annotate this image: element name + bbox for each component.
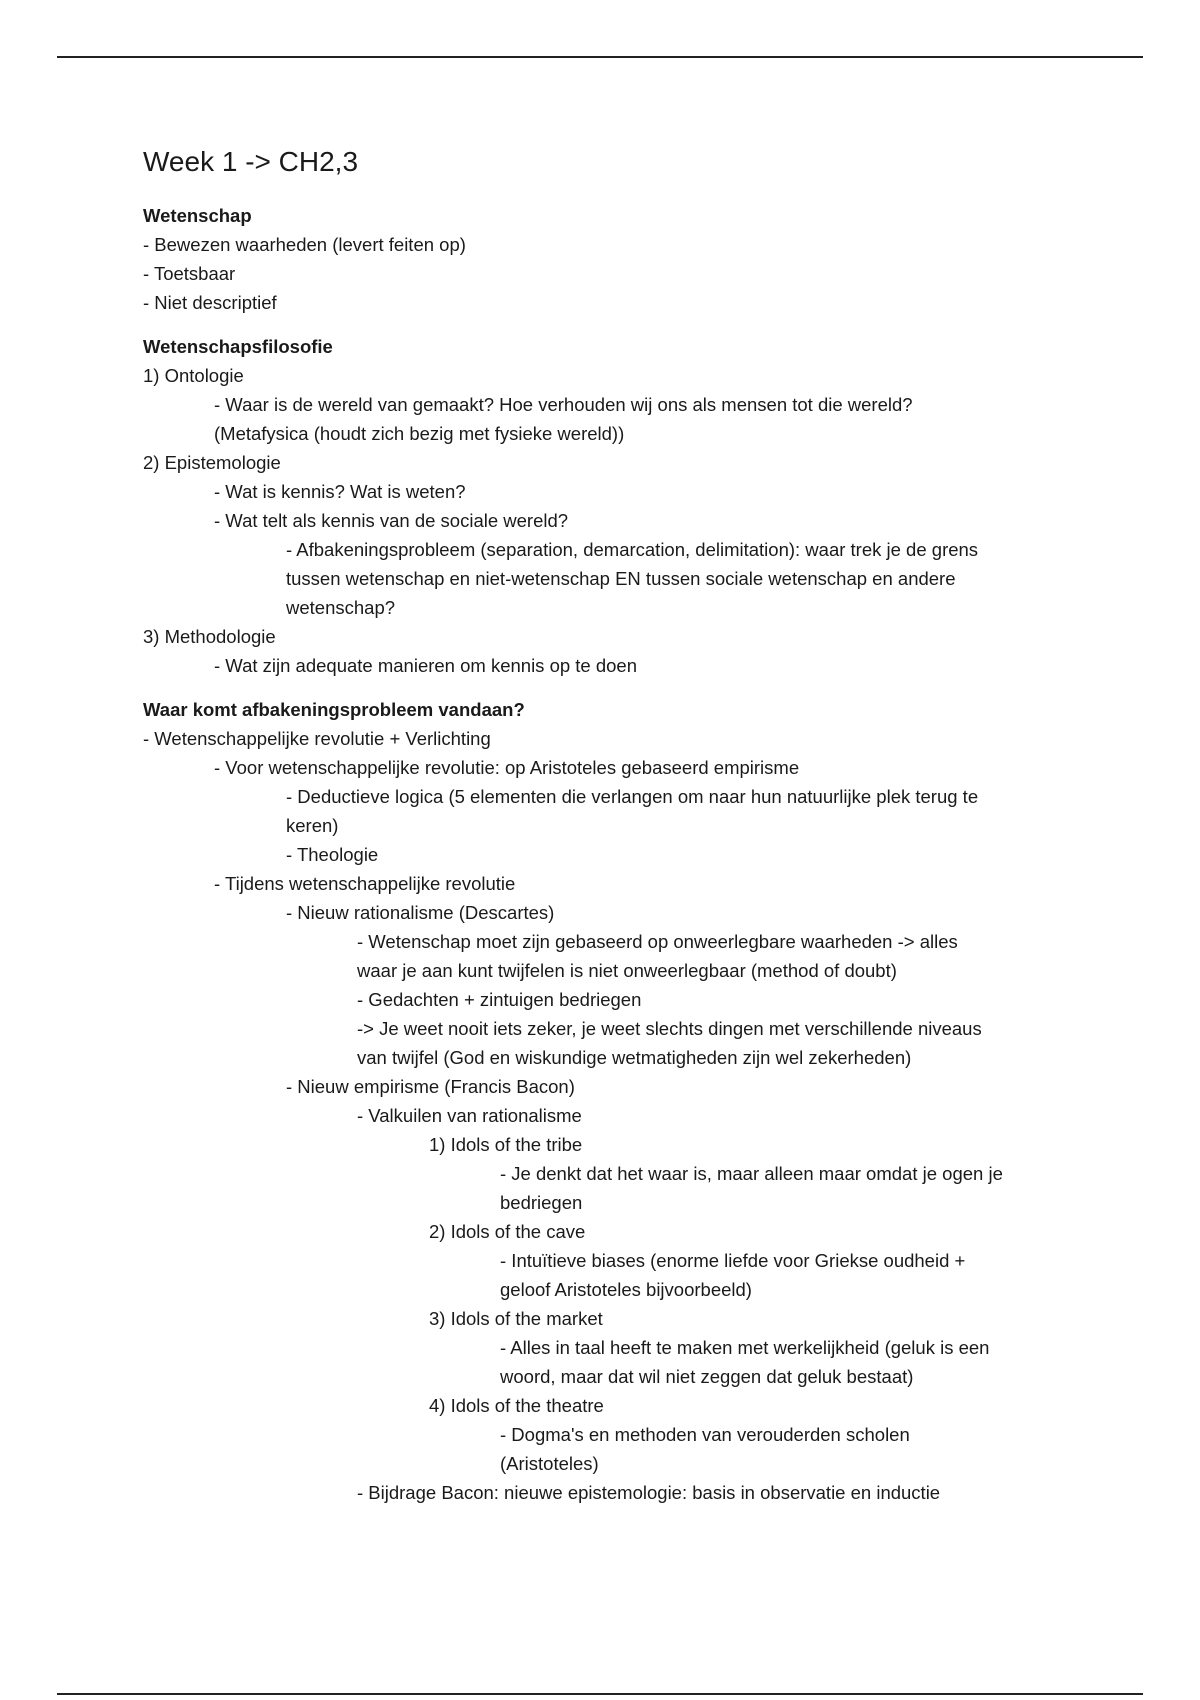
list-item: - Voor wetenschappelijke revolutie: op Aristoteles gebaseerd empirisme [214, 757, 800, 778]
list-item: - Tijdens wetenschappelijke revolutie [214, 873, 516, 894]
list-item: - Gedachten + zintuigen bedriegen [357, 989, 642, 1010]
list-item: - Wat telt als kennis van de sociale wereld? [214, 510, 569, 531]
list-item: 2) Epistemologie [143, 452, 281, 473]
header-rule [57, 56, 1143, 58]
page-title: Week 1 -> CH2,3 [143, 146, 359, 177]
list-item: - Bijdrage Bacon: nieuwe epistemologie: basis in observatie en inductie [357, 1482, 941, 1503]
list-item: - Theologie [286, 844, 379, 865]
list-item: (Aristoteles) [500, 1453, 599, 1474]
section-heading-afbakeningsprobleem: Waar komt afbakeningsprobleem vandaan? [143, 699, 525, 720]
section-heading-wetenschapsfilosofie: Wetenschapsfilosofie [143, 336, 333, 357]
list-item: 3) Idols of the market [429, 1308, 603, 1329]
list-item: - Intuïtieve biases (enorme liefde voor Griekse oudheid + [500, 1250, 966, 1271]
list-item: - Je denkt dat het waar is, maar alleen maar omdat je ogen je [500, 1163, 1003, 1184]
list-item: geloof Aristoteles bijvoorbeeld) [500, 1279, 752, 1300]
footer-rule [57, 1693, 1143, 1695]
list-item: - Wetenschappelijke revolutie + Verlichting [143, 728, 491, 749]
list-item: woord, maar dat wil niet zeggen dat geluk bestaat) [500, 1366, 914, 1387]
list-item: 3) Methodologie [143, 626, 276, 647]
list-item: van twijfel (God en wiskundige wetmatigheden zijn wel zekerheden) [357, 1047, 912, 1068]
list-item: - Wat is kennis? Wat is weten? [214, 481, 466, 502]
list-item: - Toetsbaar [143, 263, 236, 284]
list-item: bedriegen [500, 1192, 583, 1213]
list-item: - Valkuilen van rationalisme [357, 1105, 582, 1126]
list-item: - Niet descriptief [143, 292, 277, 313]
list-item: keren) [286, 815, 339, 836]
list-item: 1) Ontologie [143, 365, 244, 386]
list-item: - Bewezen waarheden (levert feiten op) [143, 234, 466, 255]
list-item: - Nieuw empirisme (Francis Bacon) [286, 1076, 575, 1097]
list-item: - Nieuw rationalisme (Descartes) [286, 902, 555, 923]
list-item: wetenschap? [286, 597, 396, 618]
list-item: - Dogma's en methoden van verouderden scholen [500, 1424, 910, 1445]
list-item: 2) Idols of the cave [429, 1221, 586, 1242]
list-item: - Wetenschap moet zijn gebaseerd op onweerlegbare waarheden -> alles [357, 931, 958, 952]
list-item: (Metafysica (houdt zich bezig met fysieke wereld)) [214, 423, 625, 444]
section-heading-wetenschap: Wetenschap [143, 205, 252, 226]
list-item: - Afbakeningsprobleem (separation, demarcation, delimitation): waar trek je de grens [286, 539, 979, 560]
list-item: -> Je weet nooit iets zeker, je weet slechts dingen met verschillende niveaus [357, 1018, 982, 1039]
list-item: waar je aan kunt twijfelen is niet onweerlegbaar (method of doubt) [357, 960, 897, 981]
list-item: - Wat zijn adequate manieren om kennis op te doen [214, 655, 638, 676]
document-body [143, 201, 1083, 1507]
list-item: - Deductieve logica (5 elementen die verlangen om naar hun natuurlijke plek terug te [286, 786, 979, 807]
list-item: tussen wetenschap en niet-wetenschap EN tussen sociale wetenschap en andere [286, 568, 956, 589]
list-item: - Waar is de wereld van gemaakt? Hoe verhouden wij ons als mensen tot die wereld? [214, 394, 913, 415]
list-item: - Alles in taal heeft te maken met werkelijkheid (geluk is een [500, 1337, 990, 1358]
list-item: 4) Idols of the theatre [429, 1395, 604, 1416]
list-item: 1) Idols of the tribe [429, 1134, 583, 1155]
